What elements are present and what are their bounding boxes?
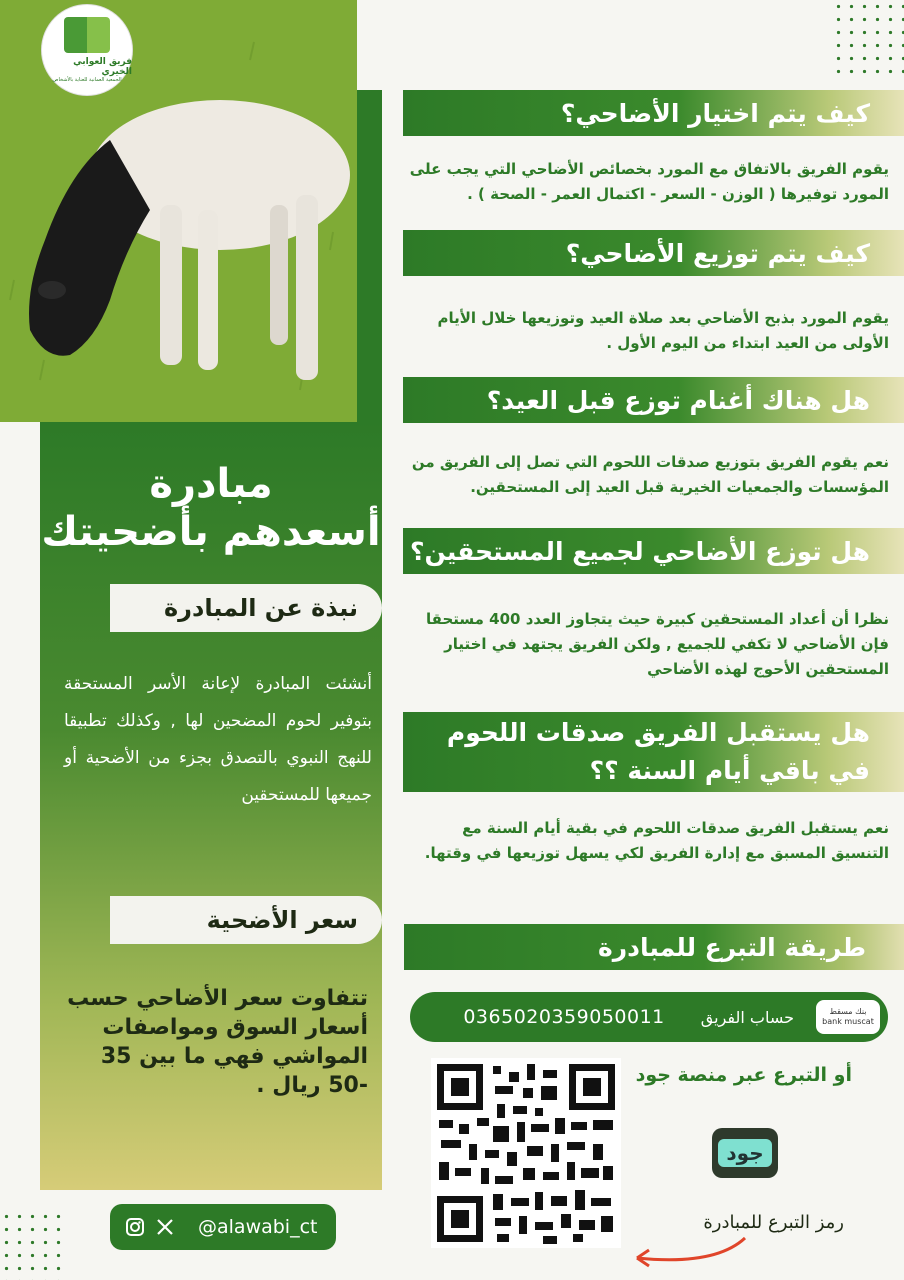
price-text: تتفاوت سعر الأضاحي حسب أسعار السوق ومواصفات المواشي فهي ما بين 35 -50 ريال . — [67, 986, 368, 1098]
faq-answer-3: نعم يقوم الفريق بتوزيع صدقات اللحوم التي تصل إلى الفريق من المؤسسات والجمعيات الخيرية قبل العيد إلى المستحقين. — [411, 453, 889, 496]
photo-accent-strip — [357, 90, 382, 422]
faq-answer-4: نظرا أن أعداد المستحقين كبيرة حيث يتجاوز العدد 400 مستحقا فإن الأضاحي لا تكفي للجميع , ولكن الفريق يجتهد في اختيار المستحقين الأحوج لهذه الأضاحي — [426, 610, 889, 678]
qr-caption: رمز التبرع للمبادرة — [703, 1212, 844, 1233]
bank-name-en: bank muscat — [822, 1017, 874, 1026]
about-heading-label: نبذة عن المبادرة — [164, 594, 358, 622]
bank-name-ar: بنك مسقط — [829, 1007, 867, 1016]
instagram-icon[interactable] — [124, 1216, 146, 1238]
faq-answer-5: نعم يستقبل الفريق صدقات اللحوم في بقية أيام السنة مع التنسيق المسبق مع إدارة الفريق لكي يسهل توزيعها في وقتها. — [424, 819, 889, 862]
faq-question-5-label: هل يستقبل الفريق صدقات اللحوم في باقي أيام السنة ؟؟ — [446, 718, 870, 785]
donation-heading-label: طريقة التبرع للمبادرة — [598, 932, 866, 962]
faq-question-1-label: كيف يتم اختيار الأضاحي؟ — [560, 98, 870, 128]
faq-question-2 — [403, 230, 904, 276]
faq-question-5 — [403, 712, 904, 792]
account-label: حساب الفريق — [700, 1007, 794, 1027]
faq-question-3-label: هل هناك أغنام توزع قبل العيد؟ — [486, 385, 870, 415]
arrow-to-qr-icon — [625, 1232, 755, 1272]
decorative-dots-top-right — [832, 0, 904, 80]
account-number: 0365020359050011 — [463, 1006, 665, 1028]
team-logo — [42, 5, 132, 95]
price-heading-label: سعر الأضحية — [206, 906, 358, 934]
x-icon[interactable] — [154, 1216, 176, 1238]
social-handle-box[interactable] — [110, 1204, 336, 1250]
donation-qr-code[interactable] — [431, 1058, 621, 1248]
qr-code-graphic — [431, 1058, 621, 1248]
logo-name: فريق العوابي الخيري — [73, 57, 132, 77]
decorative-dots-bottom-left — [0, 1210, 62, 1280]
about-text: أنشئت المبادرة لإعانة الأسر المستحقة بتوفير لحوم المضحين لها , وكذلك تطبيقا للنهج النبوي بالتصدق بجزء من الأضحية أو جميعها للمستحقين — [64, 674, 372, 805]
price-heading — [110, 896, 382, 944]
faq-question-3 — [403, 377, 904, 423]
about-heading — [110, 584, 382, 632]
initiative-title — [40, 460, 382, 556]
faq-question-2-label: كيف يتم توزيع الأضاحي؟ — [565, 238, 870, 268]
initiative-line1: مبادرة — [149, 461, 273, 507]
donation-heading — [404, 924, 904, 970]
bank-muscat-logo — [816, 1000, 880, 1034]
bank-account-box — [410, 992, 888, 1042]
faq-answer-2: يقوم المورد بذبح الأضاحي بعد صلاة العيد وتوزيعها خلال الأيام الأولى من العيد ابتداء من اليوم الأول . — [437, 309, 889, 352]
jood-icon-label: جود — [718, 1139, 771, 1167]
jood-text: أو التبرع عبر منصة جود — [635, 1064, 852, 1086]
book-logo-icon — [64, 17, 110, 53]
faq-question-1 — [403, 90, 904, 136]
faq-question-4 — [403, 528, 904, 574]
logo-subtitle: الجمعية العمانية للعناية بالأشخاص — [52, 77, 122, 83]
faq-question-4-label: هل توزع الأضاحي لجميع المستحقين؟ — [409, 536, 870, 566]
jood-app-icon[interactable] — [712, 1128, 778, 1178]
social-handle: @alawabi_ct — [198, 1216, 318, 1238]
faq-answer-1: يقوم الفريق بالاتفاق مع المورد بخصائص الأضاحي التي يجب على المورد توفيرها ( الوزن - السعر - اكتمال العمر - الصحة ) . — [409, 160, 889, 203]
initiative-line2: أسعدهم بأضحيتك — [41, 509, 381, 555]
